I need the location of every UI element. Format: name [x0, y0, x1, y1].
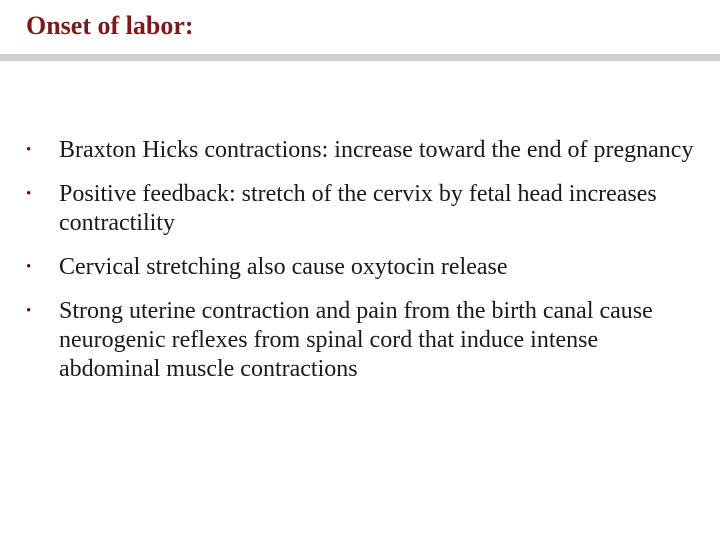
- bullet-text: Braxton Hicks contractions: increase toward the end of pregnancy: [59, 137, 694, 163]
- bullet-text: Cervical stretching also cause oxytocin release: [59, 254, 508, 280]
- bullet-icon: •: [26, 259, 32, 275]
- bullet-text: Positive feedback: stretch of the cervix by fetal head increases contractility: [59, 181, 657, 236]
- bullet-icon: •: [26, 142, 32, 158]
- slide-title: Onset of labor:: [26, 11, 194, 40]
- bullet-item: [0, 136, 720, 165]
- bullet-item: [0, 180, 720, 238]
- bullet-text: Strong uterine contraction and pain from the birth canal cause neurogenic reflexes from spinal cord that induce intense abdominal muscle contractions: [59, 298, 653, 382]
- bullet-icon: •: [26, 186, 32, 202]
- bullet-item: [0, 253, 720, 282]
- title-divider: [0, 54, 720, 61]
- bullet-icon: •: [26, 303, 32, 319]
- bullet-item: [0, 297, 720, 384]
- bullet-list: [0, 136, 720, 384]
